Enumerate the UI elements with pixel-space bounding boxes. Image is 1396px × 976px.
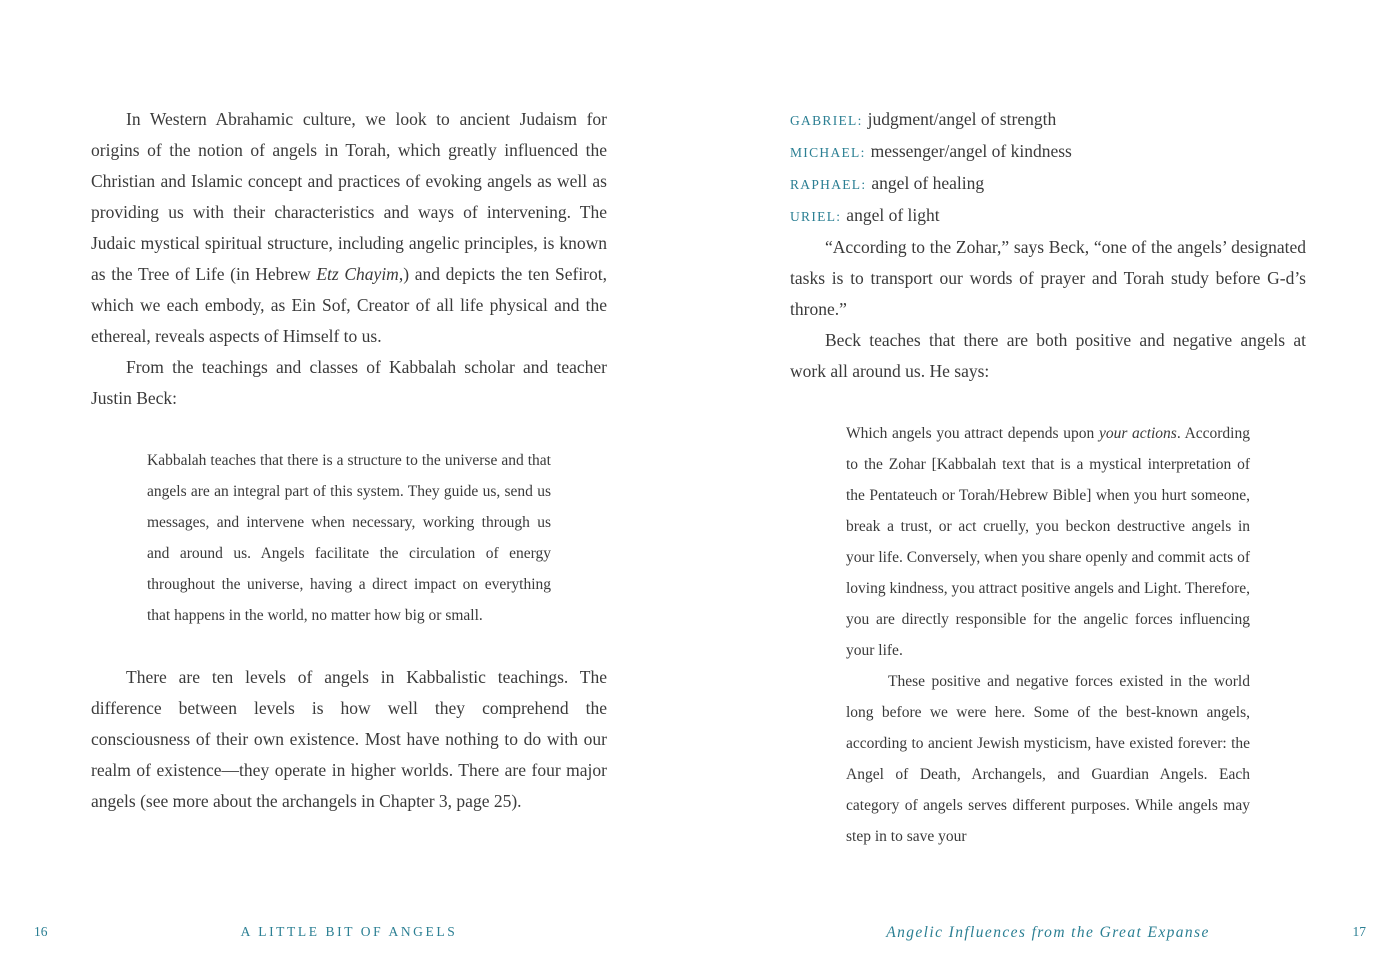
angel-desc-gabriel: judgment/angel of strength xyxy=(867,109,1057,129)
running-head-left: A LITTLE BIT OF ANGELS xyxy=(240,924,458,939)
angel-desc-raphael: angel of healing xyxy=(871,173,985,193)
angel-name-michael: MICHAEL: xyxy=(790,145,866,160)
right-blockquote xyxy=(846,418,1250,852)
right-paragraph-beck-teaches: Beck teaches that there are both positive and negative angels at work all around us. He says: xyxy=(790,330,1306,381)
left-blockquote-text: Kabbalah teaches that there is a structure to the universe and that angels are an integral part of this system. They guide us, send us messages, and intervene when necessary, working through us and around us. Angels facilitate the circulation of energy throughout the universe, having a direct impact on everything that happens in the world, no matter how big or small. xyxy=(147,452,551,624)
angel-desc-uriel: angel of light xyxy=(846,205,940,225)
page-number-left: 16 xyxy=(34,924,48,939)
right-paragraph-zohar-quote: “According to the Zohar,” says Beck, “one of the angels’ designated tasks is to transport our words of prayer and Torah study before G-d’s throne.” xyxy=(790,237,1306,319)
right-blockquote-paragraph-2: These positive and negative forces existed in the world long before we were here. Some of the best-known angels, according to ancient Jewish mysticism, have existed forever: the Angel of Death, Archangels, and Guardian Angels. Each category of angels serves different purposes. While angels may step in to save your xyxy=(846,673,1250,845)
angel-row-michael xyxy=(790,136,1306,168)
angel-desc-michael: messenger/angel of kindness xyxy=(870,141,1072,161)
left-paragraph-beck-intro: From the teachings and classes of Kabbalah scholar and teacher Justin Beck: xyxy=(91,357,607,408)
right-page-body xyxy=(790,104,1306,883)
angel-name-raphael: RAPHAEL: xyxy=(790,177,867,192)
left-page-body xyxy=(91,104,607,817)
archangel-list xyxy=(790,104,1306,232)
right-blockquote-paragraph-1: Which angels you attract depends upon your actions. According to the Zohar [Kabbalah text that is a mystical interpretation of the Pentateuch or Torah/Hebrew Bible] when you hurt someone, break a trust, or act cruelly, you beckon destructive angels in your life. Conversely, when you share openly and commit acts of loving kindness, you attract positive angels and Light. Therefore, you are directly responsible for the angelic forces influencing your life. xyxy=(846,425,1250,659)
angel-row-raphael xyxy=(790,168,1306,200)
left-blockquote xyxy=(147,445,551,631)
left-paragraph-ten-levels: There are ten levels of angels in Kabbalistic teachings. The difference between levels is how well they comprehend the consciousness of their own existence. Most have nothing to do with our realm of existence—they operate in higher worlds. There are four major angels (see more about the archangels in Chapter 3, page 25). xyxy=(91,667,607,811)
page-number-right: 17 xyxy=(1352,924,1366,939)
angel-name-gabriel: GABRIEL: xyxy=(790,113,863,128)
angel-row-gabriel xyxy=(790,104,1306,136)
angel-row-uriel xyxy=(790,200,1306,232)
running-head-right: Angelic Influences from the Great Expanse xyxy=(886,924,1210,941)
angel-name-uriel: URIEL: xyxy=(790,209,842,224)
left-paragraph-intro: In Western Abrahamic culture, we look to ancient Judaism for origins of the notion of angels in Torah, which greatly influenced the Christian and Islamic concept and practices of evoking angels as well as providing us with their characteristics and ways of intervening. The Judaic mystical spiritual structure, including angelic principles, is known as the Tree of Life (in Hebrew Etz Chayim,) and depicts the ten Sefirot, which we each embody, as Ein Sof, Creator of all life physical and the ethereal, reveals aspects of Himself to us. xyxy=(91,109,607,346)
